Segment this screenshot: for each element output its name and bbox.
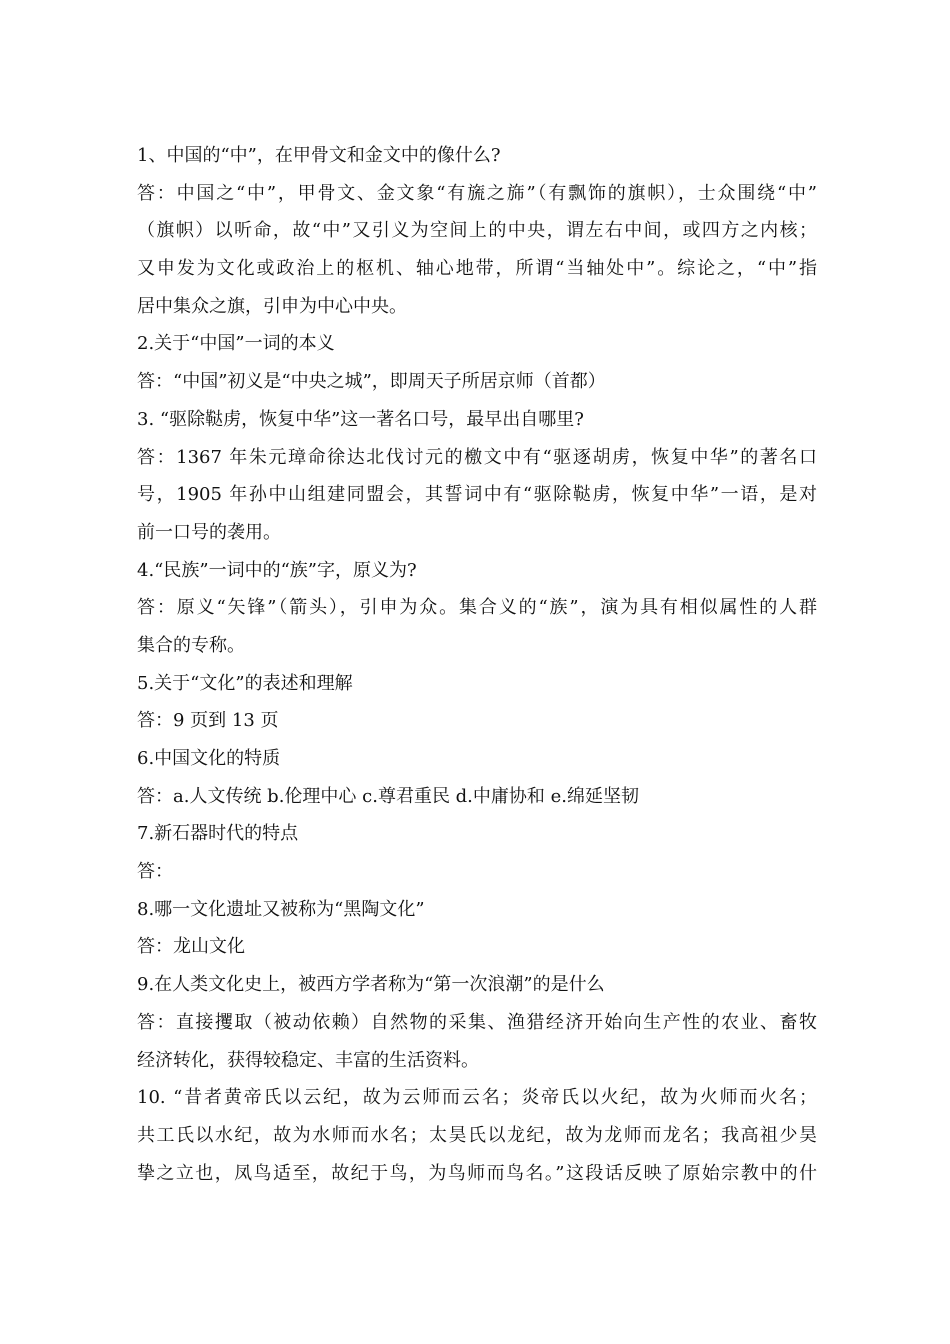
text-line: 集合的专称。 [137,634,245,656]
text-line: 4.“民族”一词中的“族”字，原义为? [137,559,417,581]
text-line: 5.关于“文化”的表述和理解 [137,672,353,694]
text-line: 又申发为文化或政治上的枢机、轴心地带，所谓“当轴处中”。综论之，“中”指 [137,258,817,280]
text-line: 3. “驱除鞑虏，恢复中华”这一著名口号，最早出自哪里? [137,408,584,430]
text-line: 居中集众之旗，引申为中心中央。 [137,295,407,317]
document-body [137,137,817,1192]
text-line: 答：1367 年朱元璋命徐达北伐讨元的檄文中有“驱逐胡虏，恢复中华”的著名口 [137,446,817,468]
text-line: 6.中国文化的特质 [137,748,281,769]
text-line: 答：a.人文传统 b.伦理中心 c.尊君重民 d.中庸协和 e.绵延坚韧 [137,785,640,807]
text-line: （旗帜）以听命，故“中”又引义为空间上的中央，谓左右中间，或四方之内核； [137,220,817,242]
text-line: 7.新石器时代的特点 [137,823,299,845]
text-line: 1、中国的“中”，在甲骨文和金文中的像什么? [137,145,501,166]
text-line: 答：中国之“中”，甲骨文、金文象“有旒之旆”（有飘饰的旗帜），士众围绕“中” [137,182,817,204]
text-line: 10. “昔者黄帝氏以云纪，故为云师而云名；炎帝氏以火纪，故为火师而火名； [137,1087,817,1109]
text-line: 答：龙山文化 [137,936,245,958]
text-line: 共工氏以水纪，故为水师而水名；太昊氏以龙纪，故为龙师而龙名；我高祖少昊 [137,1124,817,1146]
text-line: 答：原义“矢锋”（箭头），引申为众。集合义的“族”，演为具有相似属性的人群 [137,597,817,619]
text-line: 2.关于“中国”一词的本义 [137,333,335,355]
text-line: 答： [137,861,173,883]
text-line: 答：“中国”初义是“中央之城”，即周天子所居京师（首都） [137,371,606,393]
text-line: 答：9 页到 13 页 [137,710,279,732]
text-line: 9.在人类文化史上，被西方学者称为“第一次浪潮”的是什么 [137,974,605,996]
text-line: 号，1905 年孙中山组建同盟会，其誓词中有“驱除鞑虏，恢复中华”一语，是对 [137,484,817,506]
text-line: 挚之立也，凤鸟适至，故纪于鸟，为鸟师而鸟名。”这段话反映了原始宗教中的什 [137,1162,817,1184]
text-line: 前一口号的袭用。 [137,521,281,543]
text-line: 8.哪一文化遗址又被称为“黑陶文化” [137,898,425,920]
text-line: 经济转化，获得较稳定、丰富的生活资料。 [137,1049,479,1071]
text-line: 答：直接攫取（被动依赖）自然物的采集、渔猎经济开始向生产性的农业、畜牧 [137,1011,817,1033]
